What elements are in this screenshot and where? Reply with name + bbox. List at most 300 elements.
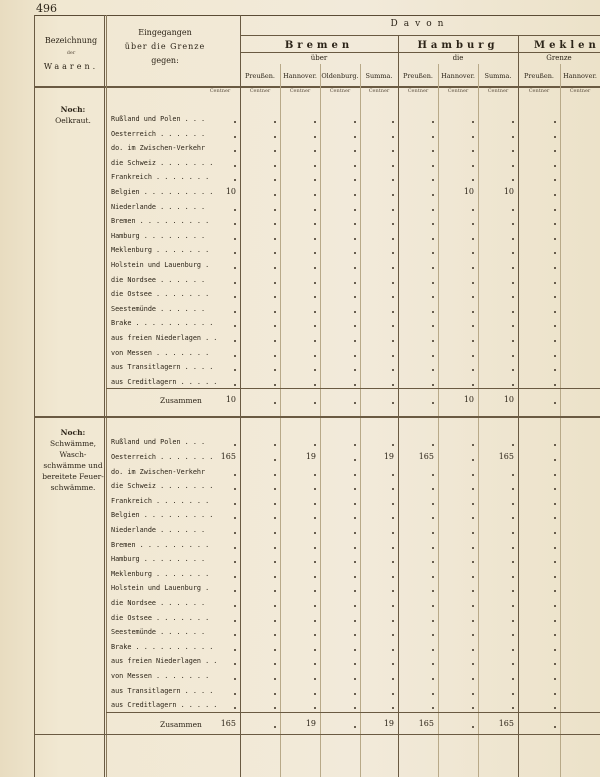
empty-cell-mark <box>432 165 434 167</box>
empty-cell-mark <box>354 517 356 519</box>
empty-cell-mark <box>432 605 434 607</box>
empty-cell-mark <box>472 547 474 549</box>
row-label: Belgien . . . . . . . . . <box>111 511 214 520</box>
empty-cell-mark <box>314 150 316 152</box>
empty-cell-mark <box>472 576 474 578</box>
empty-cell-mark <box>234 517 236 519</box>
empty-cell-mark <box>234 238 236 240</box>
empty-cell-mark <box>472 707 474 709</box>
empty-cell-mark <box>234 267 236 269</box>
empty-cell-mark <box>274 194 276 196</box>
empty-cell-mark <box>512 707 514 709</box>
empty-cell-mark <box>554 282 556 284</box>
empty-cell-mark <box>314 474 316 476</box>
empty-cell-mark <box>512 165 514 167</box>
row-label: Hamburg . . . . . . . . <box>111 231 206 240</box>
empty-cell-mark <box>554 459 556 461</box>
empty-cell-mark <box>472 296 474 298</box>
empty-cell-mark <box>274 561 276 563</box>
empty-cell-mark <box>392 252 394 254</box>
empty-cell-mark <box>234 532 236 534</box>
col-separator-bezeichnung <box>104 15 105 777</box>
empty-cell-mark <box>274 340 276 342</box>
empty-cell-mark <box>554 252 556 254</box>
empty-cell-mark <box>354 634 356 636</box>
empty-cell-mark <box>354 267 356 269</box>
empty-cell-mark <box>554 678 556 680</box>
empty-cell-mark <box>354 384 356 386</box>
empty-cell-mark <box>472 325 474 327</box>
empty-cell-mark <box>234 634 236 636</box>
empty-cell-mark <box>392 209 394 211</box>
row-label: Bremen . . . . . . . . . <box>111 540 210 549</box>
empty-cell-mark <box>354 252 356 254</box>
empty-cell-mark <box>234 590 236 592</box>
empty-cell-mark <box>554 605 556 607</box>
empty-cell-mark <box>392 355 394 357</box>
row-label: Hamburg . . . . . . . . <box>111 555 206 564</box>
empty-cell-mark <box>274 663 276 665</box>
empty-cell-mark <box>512 384 514 386</box>
empty-cell-mark <box>392 311 394 313</box>
empty-cell-mark <box>392 620 394 622</box>
row-label: Meklenburg . . . . . . . <box>111 246 210 255</box>
row-label: Holstein und Lauenburg . <box>111 584 210 593</box>
empty-cell-mark <box>274 311 276 313</box>
top-rule <box>34 15 600 16</box>
total-label: Zusammen <box>160 719 202 729</box>
empty-cell-mark <box>432 488 434 490</box>
header-davon: Davon <box>390 19 450 29</box>
empty-cell-mark <box>392 165 394 167</box>
total-label: Zusammen <box>160 396 202 406</box>
empty-cell-mark <box>274 474 276 476</box>
empty-cell-mark <box>314 620 316 622</box>
empty-cell-mark <box>472 693 474 695</box>
col-separator-double <box>106 15 107 777</box>
header-region-meklen: Meklen <box>534 40 600 51</box>
empty-cell-mark <box>314 532 316 534</box>
unit-label: Centner <box>329 88 351 94</box>
row-label: Brake . . . . . . . . . . <box>111 642 214 651</box>
empty-cell-mark <box>274 384 276 386</box>
empty-cell-mark <box>432 547 434 549</box>
sub-column-header: Summa. <box>484 72 512 80</box>
empty-cell-mark <box>354 136 356 138</box>
row-label: Niederlande . . . . . . <box>111 526 206 534</box>
empty-cell-mark <box>234 384 236 386</box>
row-label: aus freien Niederlagen . . <box>111 334 218 342</box>
empty-cell-mark <box>432 121 434 123</box>
total-rule-top <box>106 388 600 389</box>
empty-cell-mark <box>354 649 356 651</box>
empty-cell-mark <box>554 561 556 563</box>
empty-cell-mark <box>392 707 394 709</box>
empty-cell-mark <box>392 547 394 549</box>
empty-cell-mark <box>274 355 276 357</box>
empty-cell-mark <box>392 340 394 342</box>
row-label: do. im Zwischen-Verkehr <box>111 467 206 476</box>
empty-cell-mark <box>274 590 276 592</box>
empty-cell-mark <box>234 179 236 181</box>
empty-cell-mark <box>512 267 514 269</box>
empty-cell-mark <box>354 726 356 728</box>
section-label-line: schwämme und <box>43 461 103 471</box>
empty-cell-mark <box>274 726 276 728</box>
empty-cell-mark <box>472 384 474 386</box>
empty-cell-mark <box>354 488 356 490</box>
empty-cell-mark <box>472 503 474 505</box>
empty-cell-mark <box>512 150 514 152</box>
empty-cell-mark <box>432 474 434 476</box>
empty-cell-mark <box>554 576 556 578</box>
empty-cell-mark <box>512 223 514 225</box>
cell-value: 10 <box>225 187 236 196</box>
empty-cell-mark <box>354 402 356 404</box>
empty-cell-mark <box>354 179 356 181</box>
empty-cell-mark <box>554 649 556 651</box>
header-bezeichnung-2: der <box>66 50 76 56</box>
empty-cell-mark <box>472 605 474 607</box>
empty-cell-mark <box>274 620 276 622</box>
empty-cell-mark <box>554 384 556 386</box>
empty-cell-mark <box>354 620 356 622</box>
empty-cell-mark <box>354 707 356 709</box>
cell-value: 165 <box>220 452 236 461</box>
empty-cell-mark <box>432 179 434 181</box>
empty-cell-mark <box>274 576 276 578</box>
empty-cell-mark <box>392 238 394 240</box>
empty-cell-mark <box>392 369 394 371</box>
empty-cell-mark <box>554 340 556 342</box>
empty-cell-mark <box>432 355 434 357</box>
empty-cell-mark <box>472 282 474 284</box>
col-separator-hamburg <box>398 52 399 777</box>
row-label: Belgien . . . . . . . . . <box>111 188 214 196</box>
empty-cell-mark <box>314 267 316 269</box>
empty-cell-mark <box>472 340 474 342</box>
empty-cell-mark <box>314 707 316 709</box>
empty-cell-mark <box>392 488 394 490</box>
empty-cell-mark <box>512 605 514 607</box>
empty-cell-mark <box>234 311 236 313</box>
empty-cell-mark <box>432 194 434 196</box>
empty-cell-mark <box>314 369 316 371</box>
empty-cell-mark <box>314 340 316 342</box>
empty-cell-mark <box>234 474 236 476</box>
empty-cell-mark <box>274 444 276 446</box>
empty-cell-mark <box>512 325 514 327</box>
empty-cell-mark <box>274 325 276 327</box>
empty-cell-mark <box>234 340 236 342</box>
total-value: 19 <box>383 718 394 728</box>
empty-cell-mark <box>512 121 514 123</box>
unit-label: Centner <box>249 88 271 94</box>
empty-cell-mark <box>472 179 474 181</box>
empty-cell-mark <box>274 150 276 152</box>
empty-cell-mark <box>354 678 356 680</box>
empty-cell-mark <box>274 402 276 404</box>
empty-cell-mark <box>432 340 434 342</box>
empty-cell-mark <box>354 340 356 342</box>
empty-cell-mark <box>354 532 356 534</box>
empty-cell-mark <box>392 634 394 636</box>
empty-cell-mark <box>512 663 514 665</box>
empty-cell-mark <box>314 634 316 636</box>
row-label: die Nordsee . . . . . . <box>111 275 206 284</box>
empty-cell-mark <box>314 663 316 665</box>
header-bezeichnung-1: Bezeichnung <box>44 36 98 45</box>
empty-cell-mark <box>392 590 394 592</box>
empty-cell-mark <box>432 402 434 404</box>
empty-cell-mark <box>314 282 316 284</box>
empty-cell-mark <box>314 252 316 254</box>
row-label: die Ostsee . . . . . . . <box>111 613 210 622</box>
empty-cell-mark <box>274 223 276 225</box>
section-label-line: Oelkraut. <box>55 116 91 125</box>
total-value: 19 <box>305 718 316 728</box>
empty-cell-mark <box>554 402 556 404</box>
empty-cell-mark <box>392 474 394 476</box>
empty-cell-mark <box>314 444 316 446</box>
empty-cell-mark <box>314 355 316 357</box>
empty-cell-mark <box>314 605 316 607</box>
empty-cell-mark <box>274 605 276 607</box>
empty-cell-mark <box>354 590 356 592</box>
empty-cell-mark <box>512 179 514 181</box>
empty-cell-mark <box>274 238 276 240</box>
empty-cell-mark <box>432 663 434 665</box>
empty-cell-mark <box>234 296 236 298</box>
bottom-rule <box>34 734 600 735</box>
row-label: Seestemünde . . . . . . <box>111 304 206 313</box>
header-eingegangen-2: über die Grenze <box>124 42 206 51</box>
row-label: die Schweiz . . . . . . . <box>111 158 214 167</box>
empty-cell-mark <box>274 649 276 651</box>
row-label: aus Transitlagern . . . . <box>111 686 214 695</box>
empty-cell-mark <box>314 136 316 138</box>
empty-cell-mark <box>392 561 394 563</box>
empty-cell-mark <box>314 547 316 549</box>
col-separator <box>560 64 561 777</box>
empty-cell-mark <box>512 209 514 211</box>
empty-cell-mark <box>234 369 236 371</box>
empty-cell-mark <box>554 165 556 167</box>
empty-cell-mark <box>392 517 394 519</box>
empty-cell-mark <box>354 282 356 284</box>
empty-cell-mark <box>314 296 316 298</box>
empty-cell-mark <box>554 726 556 728</box>
empty-cell-mark <box>314 576 316 578</box>
empty-cell-mark <box>554 707 556 709</box>
empty-cell-mark <box>392 444 394 446</box>
empty-cell-mark <box>234 488 236 490</box>
empty-cell-mark <box>392 296 394 298</box>
empty-cell-mark <box>392 532 394 534</box>
empty-cell-mark <box>392 267 394 269</box>
empty-cell-mark <box>234 223 236 225</box>
sub-column-header: Hannover. <box>563 72 597 80</box>
empty-cell-mark <box>354 194 356 196</box>
empty-cell-mark <box>354 296 356 298</box>
empty-cell-mark <box>354 444 356 446</box>
empty-cell-mark <box>472 444 474 446</box>
empty-cell-mark <box>512 340 514 342</box>
empty-cell-mark <box>472 238 474 240</box>
row-label: aus Transitlagern . . . . <box>111 363 214 372</box>
empty-cell-mark <box>234 693 236 695</box>
empty-cell-mark <box>554 474 556 476</box>
row-label: Oesterreich . . . . . . <box>111 129 206 138</box>
empty-cell-mark <box>314 165 316 167</box>
empty-cell-mark <box>274 459 276 461</box>
empty-cell-mark <box>234 663 236 665</box>
empty-cell-mark <box>314 590 316 592</box>
empty-cell-mark <box>472 590 474 592</box>
row-label: Rußland und Polen . . . <box>111 115 206 123</box>
section-label <box>40 427 106 493</box>
empty-cell-mark <box>512 136 514 138</box>
total-value: 10 <box>503 395 514 405</box>
empty-cell-mark <box>472 532 474 534</box>
empty-cell-mark <box>314 121 316 123</box>
col-separator <box>360 64 361 777</box>
empty-cell-mark <box>314 311 316 313</box>
empty-cell-mark <box>554 150 556 152</box>
empty-cell-mark <box>274 488 276 490</box>
empty-cell-mark <box>274 252 276 254</box>
empty-cell-mark <box>554 620 556 622</box>
unit-label: Centner <box>209 88 231 94</box>
row-label: Oesterreich . . . . . . . <box>111 453 214 461</box>
empty-cell-mark <box>354 238 356 240</box>
empty-cell-mark <box>274 532 276 534</box>
empty-cell-mark <box>234 282 236 284</box>
empty-cell-mark <box>432 444 434 446</box>
empty-cell-mark <box>392 282 394 284</box>
empty-cell-mark <box>354 150 356 152</box>
empty-cell-mark <box>354 311 356 313</box>
total-value: 10 <box>463 395 474 405</box>
cell-value: 10 <box>463 187 474 196</box>
empty-cell-mark <box>472 209 474 211</box>
section-label <box>40 104 106 126</box>
empty-cell-mark <box>234 605 236 607</box>
empty-cell-mark <box>554 355 556 357</box>
sub-column-header: Summa. <box>365 72 393 80</box>
empty-cell-mark <box>554 517 556 519</box>
empty-cell-mark <box>314 223 316 225</box>
empty-cell-mark <box>392 194 394 196</box>
section-label-line: bereitete Feuer- <box>42 472 104 482</box>
empty-cell-mark <box>512 649 514 651</box>
empty-cell-mark <box>432 238 434 240</box>
empty-cell-mark <box>274 282 276 284</box>
sub-column-header: Hannover. <box>441 72 475 80</box>
empty-cell-mark <box>554 503 556 505</box>
empty-cell-mark <box>274 165 276 167</box>
cell-value: 19 <box>383 452 394 461</box>
empty-cell-mark <box>274 503 276 505</box>
empty-cell-mark <box>472 121 474 123</box>
empty-cell-mark <box>432 576 434 578</box>
empty-cell-mark <box>472 311 474 313</box>
empty-cell-mark <box>554 267 556 269</box>
empty-cell-mark <box>392 121 394 123</box>
empty-cell-mark <box>512 488 514 490</box>
empty-cell-mark <box>314 517 316 519</box>
section-label-line: schwämme. <box>50 483 96 493</box>
empty-cell-mark <box>354 547 356 549</box>
empty-cell-mark <box>354 663 356 665</box>
empty-cell-mark <box>432 590 434 592</box>
empty-cell-mark <box>512 296 514 298</box>
row-label: Seestemünde . . . . . . <box>111 628 206 637</box>
empty-cell-mark <box>512 517 514 519</box>
empty-cell-mark <box>392 402 394 404</box>
empty-cell-mark <box>274 179 276 181</box>
empty-cell-mark <box>554 209 556 211</box>
empty-cell-mark <box>432 150 434 152</box>
cell-value: 165 <box>418 452 434 461</box>
empty-cell-mark <box>472 517 474 519</box>
unit-label: Centner <box>407 88 429 94</box>
empty-cell-mark <box>432 369 434 371</box>
row-label: die Schweiz . . . . . . . <box>111 482 214 491</box>
empty-cell-mark <box>432 634 434 636</box>
empty-cell-mark <box>512 620 514 622</box>
empty-cell-mark <box>274 121 276 123</box>
empty-cell-mark <box>512 561 514 563</box>
empty-cell-mark <box>432 136 434 138</box>
sub-column-header: Hannover. <box>283 72 317 80</box>
empty-cell-mark <box>512 590 514 592</box>
row-label: aus Creditlagern . . . . . <box>111 701 218 710</box>
empty-cell-mark <box>472 267 474 269</box>
empty-cell-mark <box>554 136 556 138</box>
header-bezeichnung-3: Waaren. <box>43 62 99 71</box>
empty-cell-mark <box>554 194 556 196</box>
empty-cell-mark <box>234 576 236 578</box>
empty-cell-mark <box>472 488 474 490</box>
empty-cell-mark <box>354 355 356 357</box>
sub-column-header: Preußen. <box>403 72 433 80</box>
empty-cell-mark <box>432 561 434 563</box>
empty-cell-mark <box>354 605 356 607</box>
empty-cell-mark <box>512 238 514 240</box>
empty-cell-mark <box>392 678 394 680</box>
empty-cell-mark <box>472 369 474 371</box>
cell-value: 165 <box>498 452 514 461</box>
empty-cell-mark <box>472 459 474 461</box>
col-separator <box>478 64 479 777</box>
empty-cell-mark <box>274 517 276 519</box>
empty-cell-mark <box>472 663 474 665</box>
empty-cell-mark <box>472 726 474 728</box>
sub-column-header: Oldenburg. <box>321 72 359 80</box>
empty-cell-mark <box>512 311 514 313</box>
empty-cell-mark <box>554 296 556 298</box>
empty-cell-mark <box>432 678 434 680</box>
col-separator-meklen <box>518 52 519 777</box>
empty-cell-mark <box>354 121 356 123</box>
empty-cell-mark <box>234 547 236 549</box>
empty-cell-mark <box>234 355 236 357</box>
empty-cell-mark <box>432 707 434 709</box>
empty-cell-mark <box>392 150 394 152</box>
empty-cell-mark <box>354 369 356 371</box>
empty-cell-mark <box>472 136 474 138</box>
